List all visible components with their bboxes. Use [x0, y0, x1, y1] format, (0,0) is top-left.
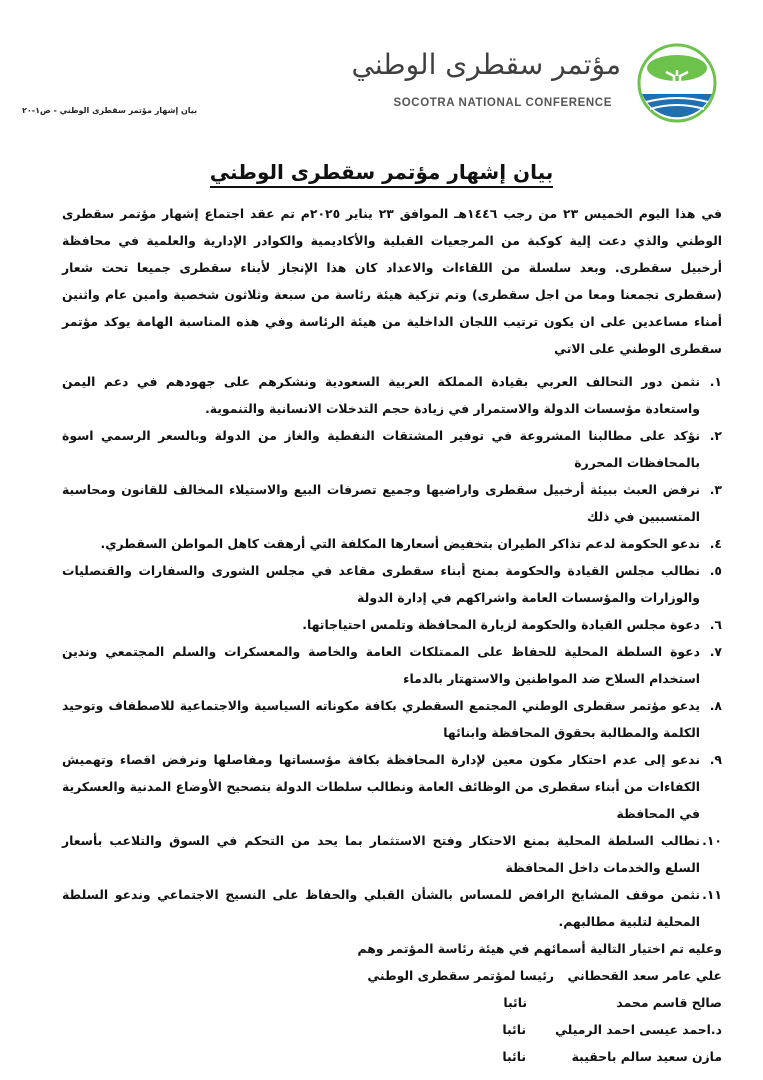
official-role: رئيسا لمؤتمر سقطرى الوطني	[367, 968, 554, 983]
list-item	[62, 368, 722, 422]
item-number: ١١.	[702, 887, 722, 902]
item-text: نثمن دور التحالف العربي بقيادة المملكة العربية السعودية ونشكرهم على جهودهم في دعم اليمن واستعادة مؤسسات الدولة والاستمرار في زيادة حجم التدخلات الانسانية والتنموية.	[62, 374, 700, 416]
org-name-arabic: مؤتمر سقطرى الوطني	[351, 48, 621, 81]
item-text: نطالب السلطة المحلية بمنع الاحتكار وفتح الاستثمار بما يحد من التحكم في السوق والتلاعب بأسعار السلع والخدمات داخل المحافظة	[62, 833, 700, 875]
item-number: ١٠.	[702, 833, 722, 848]
list-item	[62, 827, 722, 881]
page-reference: بيان إشهار مؤتمر سقطرى الوطني - ص١-٢٠	[22, 106, 198, 115]
item-text: ندعو إلى عدم احتكار مكون معين لإدارة المحافظة بكافة مؤسساتها ومفاصلها ونرفض اقصاء وتهميش الكفاءات من أبناء سقطرى من الوظائف العامة ونطالب سلطات الدولة بتصحيح الأوضاع المدنية والعسكرية في المحافظة	[62, 752, 700, 821]
title-text: بيان إشهار مؤتمر سقطرى الوطني	[210, 160, 554, 188]
official-role: نائبا	[503, 995, 527, 1010]
item-number: ٦.	[709, 617, 722, 632]
official-name: مازن سعيد سالم باحقيبة	[571, 1049, 722, 1064]
list-item	[62, 530, 722, 557]
item-text: نرفض العبث ببيئة أرخبيل سقطرى واراضيها وجميع تصرفات البيع والاستيلاء المخالف للقانون ومحاسبة المتسببين في ذلك	[62, 482, 700, 524]
official-role: نائبا	[502, 1049, 526, 1064]
item-text: يدعو مؤتمر سقطرى الوطني المجتمع السقطري بكافة مكوناته السياسية والاجتماعية للاصطفاف وتوحيد الكلمة والمطالبة بحقوق المحافظة وابنائها	[62, 698, 700, 740]
list-item	[62, 638, 722, 692]
official-name: د.احمد عيسى احمد الرميلي	[555, 1022, 722, 1037]
list-item	[62, 692, 722, 746]
item-number: ١.	[709, 374, 722, 389]
item-number: ٤.	[709, 536, 722, 551]
official-row	[62, 1043, 722, 1070]
item-text: نؤكد على مطالبنا المشروعة في توفير المشتقات النفطية والغاز من الدولة وبالسعر الرسمي اسوة بالمحافظات المحررة	[62, 428, 700, 470]
list-item	[62, 881, 722, 935]
item-text: نثمن موقف المشايخ الرافض للمساس بالشأن القبلي والحفاظ على النسيج الاجتماعي وندعو السلطة المحلية لتلبية مطالبهم.	[62, 887, 700, 929]
list-item	[62, 422, 722, 476]
official-name: صالح قاسم محمد	[616, 995, 722, 1010]
official-row	[62, 989, 722, 1016]
document-body	[62, 200, 722, 1070]
item-number: ٥.	[709, 563, 722, 578]
intro-paragraph: في هذا اليوم الخميس ٢٣ من رجب ١٤٤٦هـ الموافق ٢٣ يناير ٢٠٢٥م تم عقد اجتماع إشهار مؤتمر سقطرى الوطني والذي دعت إلية كوكبة من المرجعيات القبلية والأكاديمية والكوادر الإدارية والعلمية في محافظة أرخبيل سقطرى. وبعد سلسلة من اللقاءات والاعداد كان هذا الإنجاز لأبناء سقطرى جميعا تحت شعار (سقطرى تجمعنا ومعا من اجل سقطرى) وتم تزكية هيئة رئاسة من سبعة وثلاثون شخصية وامين عام واثنين أمناء مساعدين على ان يكون ترتيب اللجان الداخلية من هيئة الرئاسة وفي هذه المناسبة الهامة يوكد مؤتمر سقطرى الوطني على الاتي	[62, 206, 722, 356]
official-row	[62, 1016, 722, 1043]
official-name: علي عامر سعد القحطاني	[567, 968, 722, 983]
conference-logo	[351, 42, 718, 127]
item-number: ٢.	[709, 428, 722, 443]
list-item	[62, 476, 722, 530]
list-item	[62, 746, 722, 827]
item-text: نطالب مجلس القيادة والحكومة بمنح أبناء سقطرى مقاعد في مجلس الشورى والسفارات والقنصليات والوزارات والمؤسسات العامة واشراكهم في إدارة الدولة	[62, 563, 700, 605]
org-name-english: SOCOTRA NATIONAL CONFERENCE	[393, 97, 612, 109]
item-number: ٧.	[709, 644, 722, 659]
closing-sentence: وعليه تم اختيار التالية أسمائهم في هيئة رئاسة المؤتمر وهم	[357, 941, 722, 956]
official-row	[62, 962, 722, 989]
item-text: دعوة مجلس القيادة والحكومة لزيارة المحافظة وتلمس احتياجاتها.	[302, 617, 700, 632]
resolutions-list	[62, 368, 722, 935]
official-role: نائبا	[502, 1022, 526, 1037]
item-number: ٩.	[709, 752, 722, 767]
officials-list	[62, 962, 722, 1070]
dragon-tree-emblem-icon	[636, 42, 718, 124]
document-title	[0, 160, 763, 184]
item-number: ٣.	[709, 482, 722, 497]
list-item	[62, 557, 722, 611]
item-number: ٨.	[709, 698, 722, 713]
item-text: ندعو الحكومة لدعم تذاكر الطيران بتخفيض أسعارها المكلفة التي أرهقت كاهل المواطن السقطري.	[100, 536, 700, 551]
item-text: دعوة السلطة المحلية للحفاظ على الممتلكات العامة والخاصة والمعسكرات والسلم المجتمعي وندين استخدام السلاح ضد المواطنين والاستهتار بالدماء	[62, 644, 700, 686]
list-item	[62, 611, 722, 638]
